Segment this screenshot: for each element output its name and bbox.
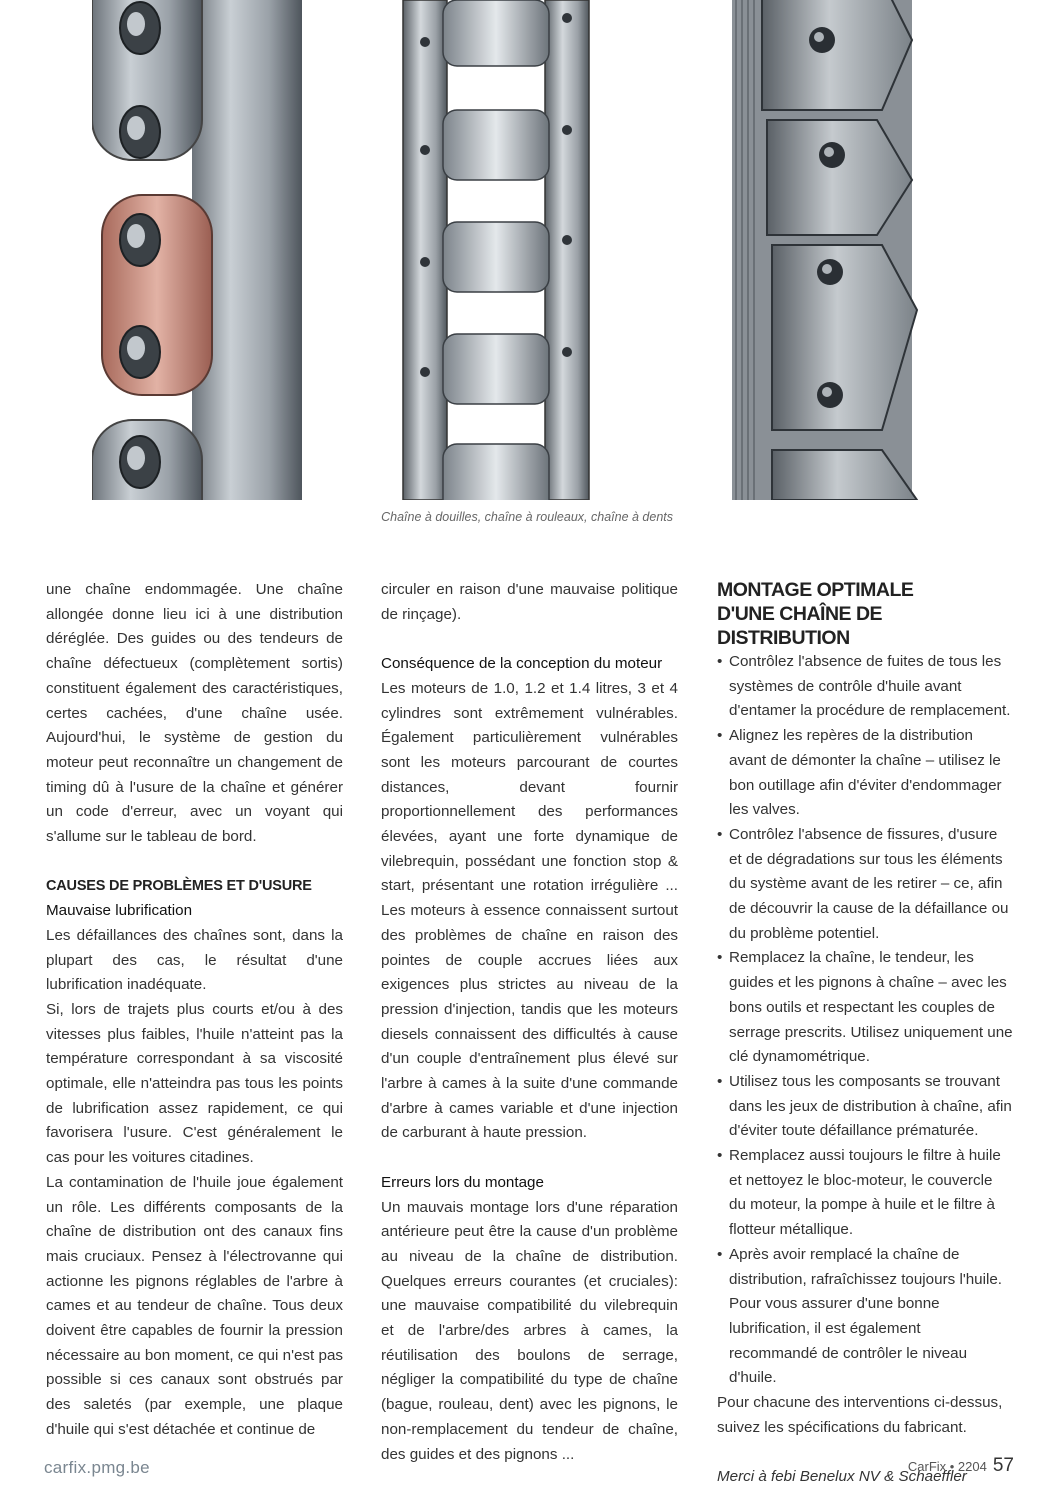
page-number: 57 — [992, 1455, 1014, 1476]
paragraph: Les défaillances des chaînes sont, dans la plupart des cas, le résultat d'une lubrification inadéquate. — [46, 926, 343, 994]
column-right — [717, 578, 1013, 1490]
bush-chain-photo — [92, 0, 312, 500]
checklist-item: • Contrôlez l'absence de fuites de tous les systèmes de contrôle d'huile avant d'entamer la procédure de remplacement. — [717, 650, 1013, 724]
website-link[interactable]: carfix.pmg.be — [44, 1458, 150, 1477]
paragraph: une chaîne endommagée. Une chaîne allongée donne lieu ici à une distribution déréglée. Des guides ou des tendeurs de chaîne défectueux (complètement sortis) constituent également des caractéristiques, certes cachées, d'une chaîne usée. Aujourd'hui, le système de gestion du moteur peut reconnaître un changement de timing dû à l'usure de la chaîne et générer un code d'erreur, avec un voyant qui s'allume sur le tableau de bord. — [46, 581, 343, 846]
section-subheading: Conséquence de la conception du moteur — [381, 655, 663, 673]
tooth-chain-photo — [712, 0, 944, 500]
roller-chain-photo — [395, 0, 620, 500]
column-middle — [381, 578, 678, 1467]
paragraph: Si, lors de trajets plus courts et/ou à des vitesses plus faibles, l'huile n'atteint pas la température correspondant à sa viscosité optimale, elle n'atteindra pas tous les points de lubrification assez rapidement, ce qui favorisera l'usure. C'est généralement le cas pour les voitures citadines. — [46, 1000, 343, 1167]
section-subheading: Mauvaise lubrification — [46, 902, 193, 920]
box-title-line1: MONTAGE OPTIMALE — [717, 579, 914, 601]
paragraph: Un mauvais montage lors d'une réparation antérieure peut être la cause d'un problème au niveau de la chaîne de distribution. Quelques erreurs courantes (et cruciales): une mauvaise compatibilité du vilebrequin et de l'arbre/des arbres à cames, la réutilisation des boulons de serrage, négliger la compatibilité du type de chaîne (bague, rouleau, dent) avec les pignons, le non-remplacement du tendeur de chaîne, des guides et des pignons ... — [381, 1198, 678, 1463]
paragraph: Les moteurs de 1.0, 1.2 et 1.4 litres, 3 et 4 cylindres sont extrêmement vulnérables. Également particulièrement vulnérables sont les moteurs parcourant de courtes distances, devant fournir proportionnellement des performances élevées, ayant une forte dynamique de vilebrequin, possédant une fonction stop & start, présentant une rotation irrégulière ... Les moteurs à essence connaissent surtout des problèmes de chaîne en raison des pointes de couple accrues liées aux exigences plus strictes au niveau de la pression d'injection, tandis que les moteurs diesels connaissent des difficultés à cause d'un couple d'entraînement plus élevé sur l'arbre à cames à la suite d'une commande d'arbre à cames variable et d'une injection de carburant à haute pression. — [381, 679, 678, 1142]
photo-caption: Chaîne à douilles, chaîne à rouleaux, chaîne à dents — [381, 510, 673, 524]
checklist-item: • Contrôlez l'absence de fissures, d'usure et de dégradations sur tous les éléments du système avant de les retirer – ce, afin de découvrir la cause de la défaillance ou du problème potentiel. — [717, 823, 1013, 947]
checklist-item: • Utilisez tous les composants se trouvant dans les jeux de distribution à chaîne, afin d'éviter toute défaillance prématurée. — [717, 1070, 1013, 1144]
acknowledgement: Merci à febi Benelux NV & Schaeffler — [717, 1468, 967, 1486]
column-left — [46, 578, 343, 1443]
box-title — [717, 578, 1013, 650]
checklist-item: • Après avoir remplacé la chaîne de distribution, rafraîchissez toujours l'huile. Pour vous assurer d'une bonne lubrification, il est également recommandé de contrôler le niveau d'huile. — [717, 1243, 1013, 1391]
box-title-line2: D'UNE CHAÎNE DE DISTRIBUTION — [717, 603, 883, 649]
section-heading: CAUSES DE PROBLÈMES ET D'USURE — [46, 878, 312, 895]
section-subheading: Erreurs lors du montage — [381, 1173, 544, 1191]
page-footer — [908, 1455, 1014, 1477]
checklist-item: • Remplacez aussi toujours le filtre à huile et nettoyez le bloc-moteur, le couvercle du moteur, la pompe à huile et le filtre à flotteur métallique. — [717, 1144, 1013, 1243]
paragraph: La contamination de l'huile joue également un rôle. Les différents composants de la chaîne de distribution ont des canaux fins mais cruciaux. Pensez à l'électrovanne qui actionne les pignons réglables de l'arbre à cames et au tendeur de chaîne. Tous deux doivent être capables de fournir la pression nécessaire au bon moment, ce qui n'est pas possible si ces canaux sont obstrués par des saletés (par exemple, une plaque d'huile qui s'est détachée et continue de — [46, 1173, 343, 1438]
checklist — [717, 650, 1013, 1391]
issue-label: CarFix • 2204 — [907, 1459, 987, 1474]
checklist-item: • Remplacez la chaîne, le tendeur, les guides et les pignons à chaîne – avec les bons outils et respectant les couples de serrage prescrits. Utilisez uniquement une clé dynamométrique. — [717, 946, 1013, 1070]
closing-paragraph: Pour chacune des interventions ci-dessus, suivez les spécifications du fabricant. — [717, 1394, 1003, 1436]
photo-strip — [0, 0, 1058, 500]
paragraph: circuler en raison d'une mauvaise politique de rinçage). — [381, 581, 678, 623]
checklist-item: • Alignez les repères de la distribution avant de démonter la chaîne – utilisez le bon outillage afin d'éviter d'endommager les valves. — [717, 724, 1013, 823]
